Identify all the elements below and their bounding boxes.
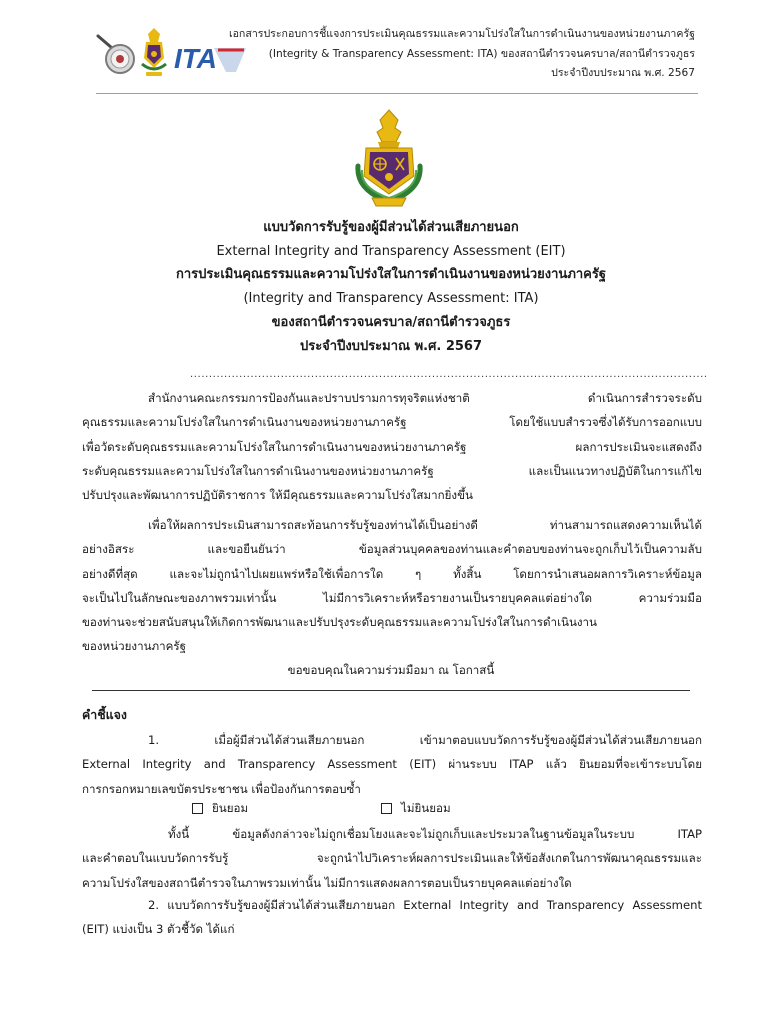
instruction-note-line: ทั้งนี้ ข้อมูลดังกล่าวจะไม่ถูกเชื่อมโยงและจะไม่ถูกเก็บและประมวลในฐานข้อมูลในระบบ ITAP: [168, 827, 702, 841]
consent-options: [0, 797, 783, 819]
instruction-item-1: [82, 728, 702, 801]
document-title-block: [80, 216, 702, 358]
checkbox-square-icon[interactable]: [192, 803, 203, 814]
instructions-title: คำชี้แจง: [82, 707, 127, 722]
intro-p1-line: ปรับปรุงและพัฒนาการปฏิบัติราชการ ให้มีคุณธรรมและความโปร่งใสมากยิ่งขึ้น: [82, 488, 473, 503]
intro-p2-line: ของหน่วยงานภาครัฐ: [82, 639, 187, 654]
title-english-assessment: (Integrity and Transparency Assessment: ITA): [243, 291, 539, 307]
header-divider: [96, 93, 698, 94]
header-line-1: เอกสารประกอบการชี้แจงการประเมินคุณธรรมและความโปร่งใสในการดำเนินงานของหน่วยงานภาครัฐ: [228, 28, 695, 40]
ita-logo-text: ITA: [174, 43, 218, 74]
magnifier-seal-icon: [98, 36, 134, 73]
title-english-survey: External Integrity and Transparency Assessment (EIT): [216, 243, 566, 259]
title-station: ของสถานีตำรวจนครบาล/สถานีตำรวจภูธร: [271, 314, 511, 330]
title-fiscal-year: ประจำปีงบประมาณ พ.ศ. 2567: [299, 338, 483, 354]
consent-no-label: ไม่ยินยอม: [401, 801, 451, 815]
instruction-note-line: และคำตอบในแบบวัดการรับรู้ จะถูกนำไปวิเคราะห์ผลการประเมินและให้ข้อสังเกตในการพัฒนาคุณธรรมและ: [82, 851, 702, 866]
header-line-3: ประจำปีงบประมาณ พ.ศ. 2567: [551, 67, 695, 79]
instruction-1-line: 1. เมื่อผู้มีส่วนได้ส่วนเสียภายนอก เข้ามาตอบแบบวัดการรับรู้ของผู้มีส่วนได้ส่วนเสียภายนอก: [148, 733, 702, 747]
intro-p1-line: เพื่อวัดระดับคุณธรรมและความโปร่งใสในการดำเนินงานของหน่วยงานภาครัฐ ผลการประเมินจะแสดงถึง: [82, 439, 702, 454]
intro-p1-line: ระดับคุณธรรมและความโปร่งใสในการดำเนินงานของหน่วยงานภาครัฐ และเป็นแนวทางปฏิบัติในการแก้ไข: [82, 463, 702, 478]
instruction-2-line: (EIT) แบ่งเป็น 3 ตัวชี้วัด ได้แก่: [82, 922, 235, 937]
instruction-note-line: ความโปร่งใสของสถานีตำรวจในภาพรวมเท่านั้น ไม่มีการแสดงผลการตอบเป็นรายบุคคลแต่อย่างใด: [82, 875, 572, 890]
intro-paragraph-1: [82, 386, 702, 507]
intro-p2-line: อย่างอิสระ และขอยืนยันว่า ข้อมูลส่วนบุคคลของท่านและคำตอบของท่านจะถูกเก็บไว้เป็นความลับ: [82, 542, 702, 557]
intro-paragraph-2: [82, 513, 702, 659]
police-emblem-icon: [348, 108, 430, 208]
intro-p2-line: เพื่อให้ผลการประเมินสามารถสะท้อนการรับรู้ของท่านได้เป็นอย่างดี ท่านสามารถแสดงความเห็นได้: [148, 518, 702, 532]
intro-p2-line: อย่างดีที่สุด และจะไม่ถูกนำไปเผยแพร่หรือใช้เพื่อการใด ๆ ทั้งสิ้น โดยการนำเสนอผลการวิเคราะห์ข้อมูล: [82, 566, 702, 581]
section-divider: [92, 690, 690, 691]
instruction-1-line: การกรอกหมายเลขบัตรประชาชน เพื่อป้องกันการตอบซ้ำ: [82, 781, 361, 796]
police-emblem-small-icon: [142, 28, 166, 76]
checkbox-square-icon[interactable]: [381, 803, 392, 814]
dotted-separator: .........................................................................................................................................: [190, 369, 708, 380]
intro-p1-line: สำนักงานคณะกรรมการป้องกันและปราบปรามการทุจริตแห่งชาติ ดำเนินการสำรวจระดับ: [148, 391, 702, 405]
thanks-line: ขอขอบคุณในความร่วมมือมา ณ โอกาสนี้: [287, 663, 495, 677]
document-header-text: [225, 25, 695, 84]
title-thai-survey: แบบวัดการรับรู้ของผู้มีส่วนได้ส่วนเสียภายนอก: [263, 220, 519, 235]
intro-p2-line: ของท่านจะช่วยสนับสนุนให้เกิดการพัฒนาและปรับปรุงระดับคุณธรรมและความโปร่งใสในการดำเนินงาน: [82, 615, 597, 630]
intro-p2-line: จะเป็นไปในลักษณะของภาพรวมเท่านั้น ไม่มีการวิเคราะห์หรือรายงานเป็นรายบุคคลแต่อย่างใด ความร่วมมือ: [82, 590, 702, 605]
consent-yes-checkbox[interactable]: [192, 797, 248, 819]
instruction-2-line: 2. แบบวัดการรับรู้ของผู้มีส่วนได้ส่วนเสียภายนอก External Integrity and Transparency Assessment: [148, 898, 702, 912]
instruction-1-line: External Integrity and Transparency Assessment (EIT) ผ่านระบบ ITAP แล้ว ยินยอมที่จะเข้าระบบโดย: [82, 757, 702, 772]
consent-yes-label: ยินยอม: [212, 801, 249, 815]
instruction-1-note: [82, 822, 702, 895]
header-line-2: (Integrity & Transparency Assessment: ITA) ของสถานีตำรวจนครบาล/สถานีตำรวจภูธร: [268, 47, 695, 60]
intro-p1-line: คุณธรรมและความโปร่งใสในการดำเนินงานของหน่วยงานภาครัฐ โดยใช้แบบสำรวจซึ่งได้รับการออกแบบ: [82, 415, 702, 430]
instruction-item-2: [82, 893, 702, 942]
consent-no-checkbox[interactable]: [381, 797, 451, 819]
title-thai-assessment: การประเมินคุณธรรมและความโปร่งใสในการดำเนินงานของหน่วยงานภาครัฐ: [175, 267, 607, 283]
